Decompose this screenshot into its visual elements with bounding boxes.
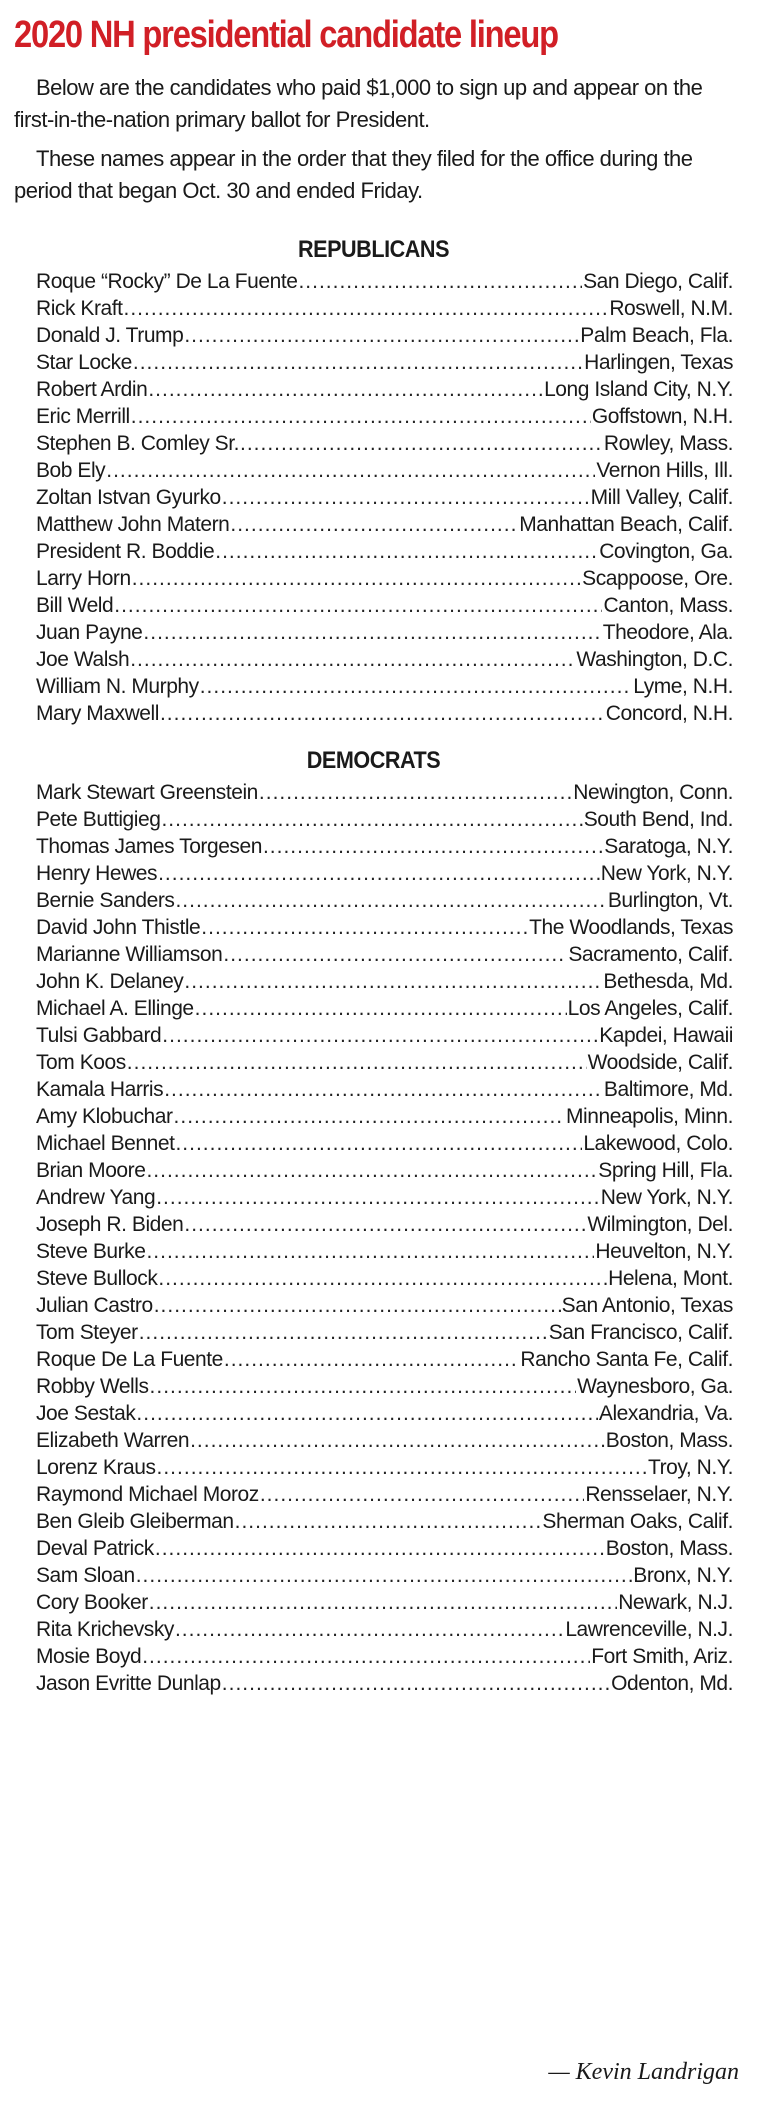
candidate-row <box>36 349 733 376</box>
candidate-hometown: Long Island City, N.Y. <box>544 378 733 401</box>
dot-leader <box>158 860 600 887</box>
dot-leader <box>136 1562 633 1589</box>
candidate-name: Michael Bennet <box>36 1132 175 1155</box>
dot-leader <box>114 592 602 619</box>
candidate-name: Roque De La Fuente <box>36 1348 223 1371</box>
candidate-row <box>36 1130 733 1157</box>
dot-leader <box>260 1481 585 1508</box>
candidate-row <box>36 1076 733 1103</box>
candidate-hometown: Lakewood, Colo. <box>583 1132 733 1155</box>
republicans-heading: REPUBLICANS <box>297 236 450 263</box>
dot-leader <box>223 941 567 968</box>
dot-leader <box>175 887 606 914</box>
candidate-name: Rita Krichevsky <box>36 1618 174 1641</box>
candidate-name: William N. Murphy <box>36 675 199 698</box>
candidate-name: Rick Kraft <box>36 297 123 320</box>
candidate-row <box>36 1103 733 1130</box>
dot-leader <box>222 484 590 511</box>
dot-leader <box>148 376 543 403</box>
candidate-row <box>36 1319 733 1346</box>
dot-leader <box>162 1022 598 1049</box>
candidate-row <box>36 457 733 484</box>
candidate-name: Kamala Harris <box>36 1078 164 1101</box>
candidate-row <box>36 403 733 430</box>
candidate-hometown: Saratoga, N.Y. <box>604 835 733 858</box>
dot-leader <box>155 1535 605 1562</box>
dot-leader <box>190 1427 605 1454</box>
candidate-row <box>36 968 733 995</box>
candidate-hometown: Alexandria, Va. <box>598 1402 733 1425</box>
candidate-hometown: Bethesda, Md. <box>603 970 733 993</box>
candidate-hometown: Theodore, Ala. <box>602 621 733 644</box>
dot-leader <box>240 430 603 457</box>
candidate-hometown: Harlingen, Texas <box>584 351 733 374</box>
dot-leader <box>160 700 605 727</box>
candidate-hometown: San Francisco, Calif. <box>548 1321 733 1344</box>
candidate-name: Larry Horn <box>36 567 131 590</box>
candidate-name: Bill Weld <box>36 594 114 617</box>
candidate-row <box>36 1427 733 1454</box>
candidate-row <box>36 833 733 860</box>
candidate-name: Deval Patrick <box>36 1537 154 1560</box>
candidate-name: Matthew John Matern <box>36 513 230 536</box>
candidate-row <box>36 1184 733 1211</box>
dot-leader <box>201 914 528 941</box>
candidate-name: John K. Delaney <box>36 970 184 993</box>
candidate-hometown: Waynesboro, Ga. <box>577 1375 733 1398</box>
dot-leader <box>156 1184 600 1211</box>
candidate-hometown: Los Angeles, Calif. <box>567 997 733 1020</box>
candidate-hometown: South Bend, Ind. <box>583 808 733 831</box>
candidate-name: Elizabeth Warren <box>36 1429 190 1452</box>
candidate-hometown: Scappoose, Ore. <box>582 567 733 590</box>
dot-leader <box>298 268 582 295</box>
candidate-hometown: Bronx, N.Y. <box>633 1564 733 1587</box>
candidate-name: Bernie Sanders <box>36 889 175 912</box>
dot-leader <box>224 1346 520 1373</box>
candidate-row <box>36 914 733 941</box>
candidate-hometown: Boston, Mass. <box>605 1429 733 1452</box>
democrat-candidate-list <box>14 779 733 1697</box>
candidate-hometown: Covington, Ga. <box>599 540 733 563</box>
candidate-row <box>36 1454 733 1481</box>
candidate-hometown: Rowley, Mass. <box>603 432 733 455</box>
dot-leader <box>222 1670 610 1697</box>
dot-leader <box>139 1319 548 1346</box>
dot-leader <box>175 1130 582 1157</box>
candidate-row <box>36 646 733 673</box>
dot-leader <box>195 995 567 1022</box>
candidate-hometown: Washington, D.C. <box>576 648 733 671</box>
dot-leader <box>146 1157 597 1184</box>
candidate-hometown: Boston, Mass. <box>605 1537 733 1560</box>
dot-leader <box>154 1292 561 1319</box>
dot-leader <box>184 1211 586 1238</box>
candidate-row <box>36 511 733 538</box>
page-title: 2020 NH presidential candidate lineup <box>14 14 558 56</box>
candidate-hometown: Lyme, N.H. <box>633 675 733 698</box>
candidate-name: Stephen B. Comley Sr. <box>36 432 239 455</box>
candidate-name: Star Locke <box>36 351 132 374</box>
dot-leader <box>200 673 633 700</box>
dot-leader <box>184 322 579 349</box>
candidate-row <box>36 295 733 322</box>
candidate-row <box>36 1562 733 1589</box>
candidate-row <box>36 1616 733 1643</box>
candidate-name: Jason Evritte Dunlap <box>36 1672 221 1695</box>
candidate-hometown: Burlington, Vt. <box>607 889 733 912</box>
candidate-row <box>36 565 733 592</box>
candidate-name: Sam Sloan <box>36 1564 135 1587</box>
candidate-name: Tulsi Gabbard <box>36 1024 162 1047</box>
candidate-hometown: Rancho Santa Fe, Calif. <box>520 1348 733 1371</box>
democrats-heading: DEMOCRATS <box>306 747 441 774</box>
candidate-hometown: Fort Smith, Ariz. <box>591 1645 733 1668</box>
candidate-hometown: Goffstown, N.H. <box>591 405 733 428</box>
candidate-name: Joseph R. Biden <box>36 1213 184 1236</box>
dot-leader <box>131 403 591 430</box>
candidate-name: Bob Ely <box>36 459 106 482</box>
dot-leader <box>146 1238 594 1265</box>
candidate-hometown: Wilmington, Del. <box>587 1213 733 1236</box>
dot-leader <box>136 1400 597 1427</box>
candidate-hometown: Odenton, Md. <box>611 1672 733 1695</box>
candidate-row <box>36 1589 733 1616</box>
dot-leader <box>149 1589 617 1616</box>
candidate-row <box>36 538 733 565</box>
candidate-row <box>36 1292 733 1319</box>
dot-leader <box>263 833 603 860</box>
candidate-hometown: New York, N.Y. <box>600 1186 733 1209</box>
candidate-hometown: Roswell, N.M. <box>609 297 733 320</box>
candidate-row <box>36 1022 733 1049</box>
candidate-hometown: Heuvelton, N.Y. <box>595 1240 733 1263</box>
candidate-hometown: Helena, Mont. <box>608 1267 733 1290</box>
candidate-row <box>36 322 733 349</box>
candidate-row <box>36 1670 733 1697</box>
candidate-row <box>36 619 733 646</box>
candidate-hometown: Rensselaer, N.Y. <box>585 1483 733 1506</box>
dot-leader <box>235 1508 542 1535</box>
dot-leader <box>259 779 572 806</box>
candidate-hometown: Woodside, Calif. <box>587 1051 733 1074</box>
republican-candidate-list <box>14 268 733 727</box>
candidate-hometown: Minneapolis, Minn. <box>566 1105 733 1128</box>
dot-leader <box>132 565 581 592</box>
candidate-row <box>36 268 733 295</box>
candidate-name: Marianne Williamson <box>36 943 223 966</box>
dot-leader <box>174 1103 565 1130</box>
candidate-hometown: Baltimore, Md. <box>603 1078 733 1101</box>
dot-leader <box>157 1454 648 1481</box>
candidate-row <box>36 806 733 833</box>
candidate-name: Mosie Boyd <box>36 1645 142 1668</box>
candidate-name: Juan Payne <box>36 621 143 644</box>
dot-leader <box>230 511 518 538</box>
candidate-row <box>36 592 733 619</box>
candidate-name: Pete Buttigieg <box>36 808 161 831</box>
candidate-hometown: Vernon Hills, Ill. <box>596 459 733 482</box>
candidate-name: Robert Ardin <box>36 378 148 401</box>
candidate-name: Steve Bullock <box>36 1267 158 1290</box>
candidate-name: Eric Merrill <box>36 405 130 428</box>
candidate-row <box>36 1508 733 1535</box>
dot-leader <box>175 1616 564 1643</box>
dot-leader <box>142 1643 590 1670</box>
candidate-name: Julian Castro <box>36 1294 153 1317</box>
candidate-row <box>36 673 733 700</box>
candidate-hometown: Spring Hill, Fla. <box>598 1159 733 1182</box>
candidate-name: Thomas James Torgesen <box>36 835 262 858</box>
candidate-hometown: Palm Beach, Fla. <box>580 324 733 347</box>
dot-leader <box>161 806 582 833</box>
candidate-name: Joe Sestak <box>36 1402 136 1425</box>
candidate-hometown: Newark, N.J. <box>618 1591 733 1614</box>
candidate-name: Roque “Rocky” De La Fuente <box>36 270 298 293</box>
candidate-name: President R. Boddie <box>36 540 215 563</box>
candidate-row <box>36 376 733 403</box>
dot-leader <box>164 1076 603 1103</box>
dot-leader <box>143 619 601 646</box>
dot-leader <box>130 646 575 673</box>
dot-leader <box>158 1265 607 1292</box>
candidate-name: Ben Gleib Gleiberman <box>36 1510 234 1533</box>
candidate-hometown: Newington, Conn. <box>573 781 733 804</box>
dot-leader <box>150 1373 577 1400</box>
candidate-name: Tom Koos <box>36 1051 126 1074</box>
candidate-row <box>36 1049 733 1076</box>
candidate-name: Robby Wells <box>36 1375 149 1398</box>
candidate-name: Tom Steyer <box>36 1321 138 1344</box>
candidate-hometown: Concord, N.H. <box>605 702 733 725</box>
candidate-name: Lorenz Kraus <box>36 1456 156 1479</box>
candidate-name: David John Thistle <box>36 916 201 939</box>
candidate-hometown: San Antonio, Texas <box>561 1294 733 1317</box>
candidate-row <box>36 1400 733 1427</box>
candidate-name: Raymond Michael Moroz <box>36 1483 259 1506</box>
candidate-row <box>36 941 733 968</box>
candidate-hometown: Canton, Mass. <box>603 594 733 617</box>
candidate-hometown: Lawrenceville, N.J. <box>565 1618 733 1641</box>
candidate-hometown: San Diego, Calif. <box>583 270 733 293</box>
candidate-row <box>36 1346 733 1373</box>
candidate-hometown: Kapdei, Hawaii <box>599 1024 733 1047</box>
candidate-hometown: New York, N.Y. <box>600 862 733 885</box>
candidate-name: Donald J. Trump <box>36 324 184 347</box>
candidate-row <box>36 430 733 457</box>
candidate-name: Michael A. Ellinge <box>36 997 194 1020</box>
candidate-row <box>36 1481 733 1508</box>
candidate-row <box>36 1157 733 1184</box>
dot-leader <box>127 1049 587 1076</box>
candidate-name: Brian Moore <box>36 1159 146 1182</box>
candidate-name: Mark Stewart Greenstein <box>36 781 258 804</box>
candidate-name: Zoltan Istvan Gyurko <box>36 486 221 509</box>
candidate-row <box>36 484 733 511</box>
candidate-row <box>36 1643 733 1670</box>
intro-paragraph-2: These names appear in the order that they filed for the office during the period that began Oct. 30 and ended Friday. <box>14 146 693 203</box>
candidate-row <box>36 700 733 727</box>
dot-leader <box>124 295 609 322</box>
candidate-row <box>36 860 733 887</box>
candidate-hometown: Troy, N.Y. <box>648 1456 733 1479</box>
candidate-hometown: Sacramento, Calif. <box>568 943 733 966</box>
dot-leader <box>133 349 583 376</box>
candidate-name: Henry Hewes <box>36 862 158 885</box>
byline: — Kevin Landrigan <box>548 2059 739 2085</box>
candidate-name: Mary Maxwell <box>36 702 159 725</box>
candidate-row <box>36 995 733 1022</box>
dot-leader <box>215 538 598 565</box>
candidate-hometown: The Woodlands, Texas <box>529 916 733 939</box>
candidate-name: Amy Klobuchar <box>36 1105 173 1128</box>
candidate-row <box>36 1535 733 1562</box>
dot-leader <box>184 968 602 995</box>
intro-paragraph-1: Below are the candidates who paid $1,000 to sign up and appear on the first-in-the-nation primary ballot for President. <box>14 75 703 132</box>
candidate-name: Steve Burke <box>36 1240 146 1263</box>
candidate-row <box>36 1238 733 1265</box>
candidate-row <box>36 1211 733 1238</box>
candidate-row <box>36 887 733 914</box>
candidate-hometown: Manhattan Beach, Calif. <box>519 513 733 536</box>
candidate-hometown: Sherman Oaks, Calif. <box>542 1510 733 1533</box>
candidate-name: Cory Booker <box>36 1591 148 1614</box>
candidate-row <box>36 1373 733 1400</box>
candidate-name: Joe Walsh <box>36 648 130 671</box>
candidate-row <box>36 1265 733 1292</box>
candidate-name: Andrew Yang <box>36 1186 156 1209</box>
dot-leader <box>106 457 595 484</box>
candidate-row <box>36 779 733 806</box>
candidate-hometown: Mill Valley, Calif. <box>590 486 733 509</box>
